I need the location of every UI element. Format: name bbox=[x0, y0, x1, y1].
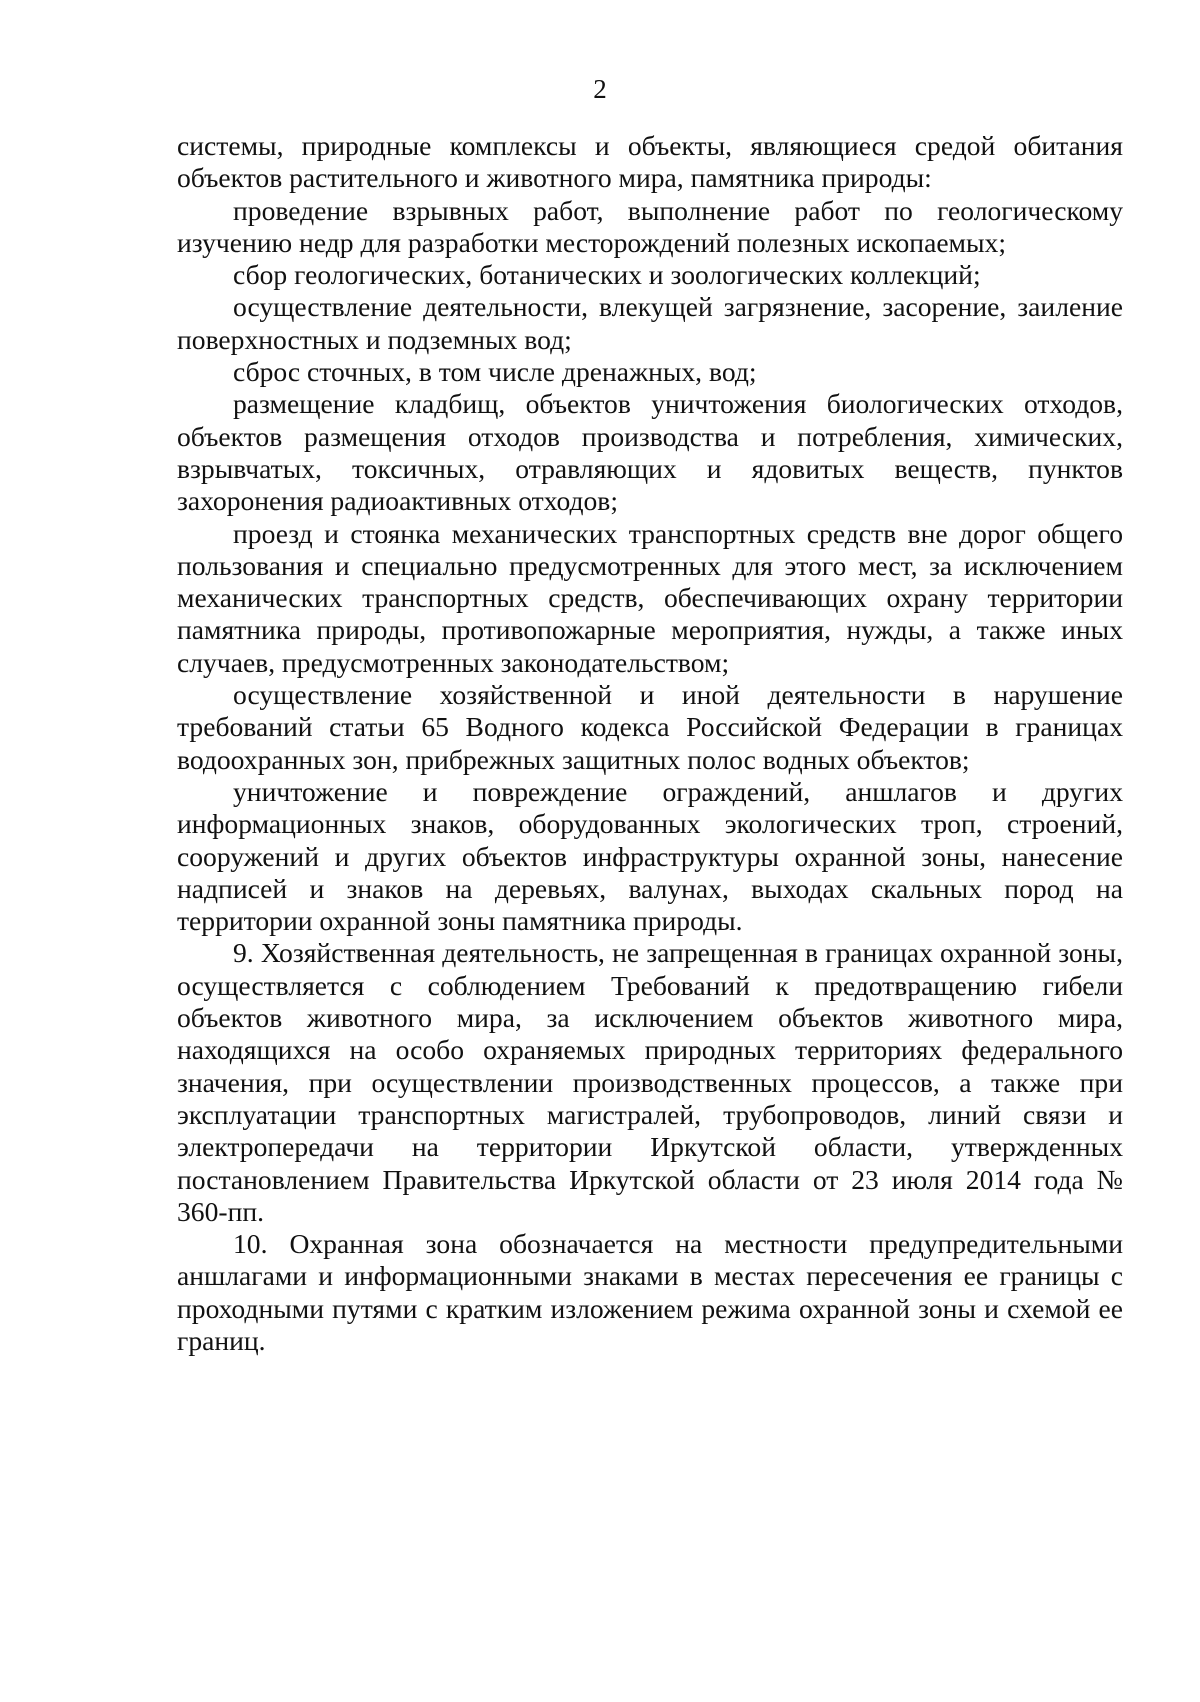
page-number: 2 bbox=[593, 74, 607, 104]
paragraph-list-item: осуществление хозяйственной и иной деятельности в нарушение требований статьи 65 Водного кодекса Российской Федерации в границах водоохранных зон, прибрежных защитных полос водных объектов; bbox=[177, 679, 1123, 775]
paragraph-list-item: сброс сточных, в том числе дренажных, вод; bbox=[233, 356, 757, 388]
paragraph-list-item: проезд и стоянка механических транспортных средств вне дорог общего пользования и специально предусмотренных для этого мест, за исключением механических транспортных средств, обеспечивающих охрану территории памятника природы, противопожарные мероприятия, нужды, а также иных случаев, предусмотренных законодательством; bbox=[177, 517, 1123, 678]
paragraph-continuation: системы, природные комплексы и объекты, являющиеся средой обитания объектов растительного и животного мира, памятника природы: bbox=[177, 130, 1123, 194]
document-body bbox=[177, 130, 1123, 1357]
paragraph-clause-9: 9. Хозяйственная деятельность, не запрещенная в границах охранной зоны, осуществляется с соблюдением Требований к предотвращению гибели объектов животного мира, за исключением объектов животного мира, находящихся на особо охраняемых природных территориях федерального значения, при осуществлении производственных процессов, а также при эксплуатации транспортных магистралей, трубопроводов, линий связи и электропередачи на территории Иркутской области, утвержденных постановлением Правительства Иркутской области от 23 июля 2014 года № 360-пп. bbox=[177, 937, 1123, 1227]
paragraph-list-item: уничтожение и повреждение ограждений, аншлагов и других информационных знаков, оборудованных экологических троп, строений, сооружений и других объектов инфраструктуры охранной зоны, нанесение надписей и знаков на деревьях, валунах, выходах скальных пород на территории охранной зоны памятника природы. bbox=[177, 775, 1123, 937]
paragraph-list-item: проведение взрывных работ, выполнение работ по геологическому изучению недр для разработки месторождений полезных ископаемых; bbox=[177, 194, 1123, 258]
paragraph-list-item: размещение кладбищ, объектов уничтожения биологических отходов, объектов размещения отходов производства и потребления, химических, взрывчатых, токсичных, отравляющих и ядовитых веществ, пунктов захоронения радиоактивных отходов; bbox=[177, 388, 1123, 517]
paragraph-clause-10: 10. Охранная зона обозначается на местности предупредительными аншлагами и информационными знаками в местах пересечения ее границы с проходными путями с кратким изложением режима охранной зоны и схемой ее границ. bbox=[177, 1228, 1123, 1356]
paragraph-list-item: сбор геологических, ботанических и зоологических коллекций; bbox=[233, 259, 981, 291]
paragraph-list-item: осуществление деятельности, влекущей загрязнение, засорение, заиление поверхностных и подземных вод; bbox=[177, 291, 1123, 355]
